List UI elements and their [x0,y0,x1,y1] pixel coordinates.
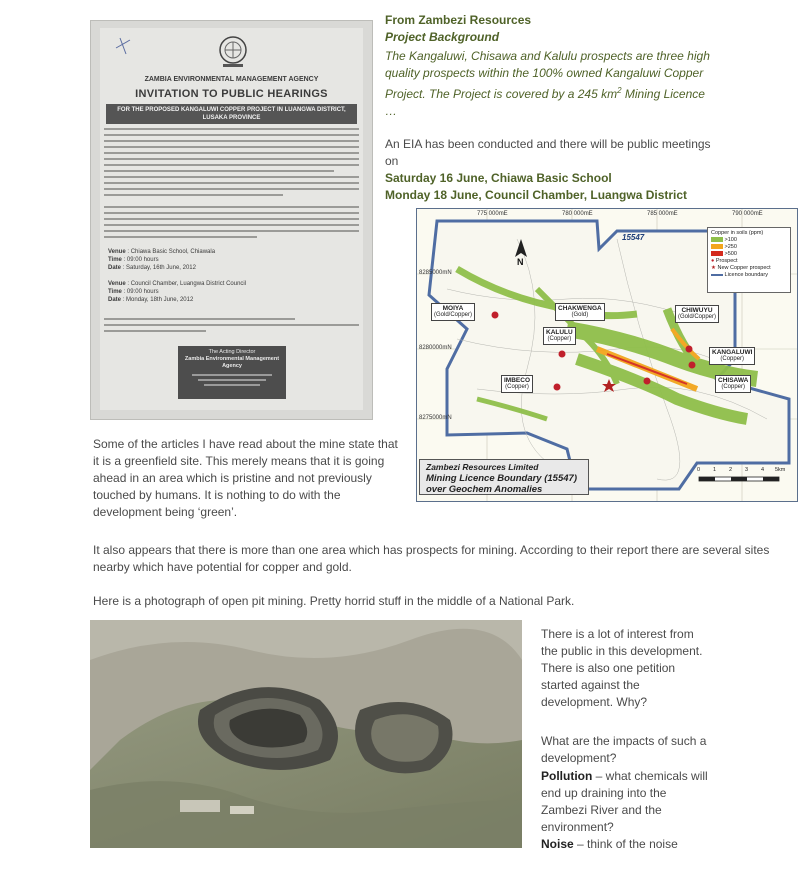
scale-tick-5: 5km [775,467,786,473]
clipping-venue-block-1 [108,248,215,272]
scale-tick-4: 4 [761,467,765,473]
clipping-headline: INVITATION TO PUBLIC HEARINGS [135,88,328,100]
scale-tick-3: 3 [745,467,749,473]
coord-left-1: 8285000mN [419,270,452,276]
clipping-signoff-box [178,346,286,399]
paragraph-greenfield: Some of the articles I have read about the mine state that it is a greenfield site. This merely means that it is going ahead in an area which is pristine and not previously touched by humans. It is nothing to do with the development being ‘green’. [93,437,398,519]
coord-left-3: 8275000mN [419,415,452,421]
background-text [385,48,715,120]
side-noise-text [541,836,741,853]
time-1: : 09:00 hours [123,257,159,263]
paragraph-photo-intro: Here is a photograph of open pit mining. Pretty horrid stuff in the middle of a National Park. [93,594,575,608]
background-text-main: The Kangaluwi, Chisawa and Kalulu prospects are three high quality prospects within the 100% owned Kangaluwi Copper Project. The Project is covered by a 245 km [385,49,710,101]
scale-tick-1: 1 [713,467,717,473]
pen-mark-icon [112,34,134,56]
side-impacts-question: What are the impacts of such a development? [541,734,707,765]
time-label: Time [108,257,122,263]
pollution-description: – what chemicals will end up draining into the Zambezi River and the environment? [541,769,708,834]
background-title: Project Background [385,30,500,44]
venue-1: : Chiawa Basic School, Chiawala [127,249,216,255]
date-label: Date [108,265,122,271]
coat-of-arms-logo [216,34,250,70]
date-2: : Monday, 18th June, 2012 [122,297,194,303]
clipping-agency: ZAMBIA ENVIRONMENTAL MANAGEMENT AGENCY [144,76,319,83]
legend-dot-icon: ● [711,258,715,264]
date-label: Date [108,297,122,303]
legend-swatch-green [711,237,723,242]
licence-map [416,208,798,502]
noise-label: Noise [541,837,574,851]
map-legend [707,227,791,293]
legend-item-2: >250 [724,244,737,250]
map-title-line-1: Zambezi Resources Limited [426,462,539,472]
map-title-line-2: Mining Licence Boundary (15547) [426,473,577,484]
clipping-paragraph-2 [104,206,359,242]
north-label: N [517,257,524,267]
venue-2: : Council Chamber, Luangwa District Council [127,281,247,287]
background-text-end: Mining Licence … [385,87,705,118]
legend-item-3: >500 [724,251,737,257]
legend-line-icon [711,274,723,276]
side-interest-text: There is a lot of interest from the public in this development. There is also one petition started against the development. Why? [541,627,703,709]
pollution-label: Pollution [541,769,593,783]
side-pollution-text [541,768,711,836]
map-title-box [419,459,589,495]
photo-graphic [90,620,522,848]
paragraph-prospects: It also appears that there is more than one area which has prospects for mining. According to their report there are several sites nearby which have potential for copper and gold. [93,543,770,574]
newspaper-clipping [90,20,373,420]
clipping-paragraph-3 [104,318,359,336]
label-moiya: MOIYA (Gold/Copper) [431,303,475,321]
scale-tick-2: 2 [729,467,733,473]
label-chisawa: CHISAWA (Copper) [715,375,751,393]
signoff-agency: Zambia Environmental Management Agency [184,356,280,369]
clipping-paper [100,28,363,410]
meeting-1: Saturday 16 June, Chiawa Basic School [385,171,612,185]
label-kangaluwi: KANGALUWI (Copper) [709,347,755,365]
venue-label: Venue [108,281,126,287]
superscript: 2 [617,86,622,95]
coord-top-3: 785 000mE [647,211,678,217]
scale-tick-0: 0 [697,467,701,473]
legend-star-icon: ★ [711,265,716,271]
meeting-2: Monday 18 June, Council Chamber, Luangwa District [385,188,688,202]
eia-text: An EIA has been conducted and there will be public meetings on [385,137,711,168]
coord-left-2: 8280000mN [419,345,452,351]
map-title-line-3: over Geochem Anomalies [426,484,543,495]
signoff-title: The Acting Director [208,349,256,355]
scale-bar [699,477,779,481]
legend-title: Copper in soils (ppm) [711,230,764,236]
time-2: : 09:00 hours [123,289,159,295]
label-kalulu: KALULU (Copper) [543,327,576,345]
clipping-venue-block-2 [108,280,246,304]
clipping-subhead: FOR THE PROPOSED KANGALUWI COPPER PROJECT IN LUANGWA DISTRICT, LUSAKA PROVINCE [106,104,357,124]
legend-prospect: Prospect [715,258,738,264]
open-pit-mine-photo [90,620,522,848]
date-1: : Saturday, 16th June, 2012 [122,265,196,271]
clipping-paragraph-1 [104,128,359,200]
coord-top-4: 790 000mE [732,211,763,217]
legend-swatch-orange [711,244,723,249]
legend-boundary: Licence boundary [724,272,768,278]
time-label: Time [108,289,122,295]
legend-item-1: >100 [724,237,737,243]
source-title: From Zambezi Resources [385,13,532,27]
label-chiwuyu: CHIWUYU (Gold/Copper) [675,305,719,323]
noise-description: – think of the noise [573,837,678,851]
venue-label: Venue [108,249,126,255]
coord-top-2: 780 000mE [562,211,593,217]
legend-new-prospect: New Copper prospect [717,265,771,271]
label-imbeco: IMBECO (Copper) [501,375,533,393]
coord-top-1: 775 000mE [477,211,508,217]
label-chakwenga: CHAKWENGA (Gold) [555,303,605,321]
licence-id: 15547 [622,233,645,242]
legend-swatch-red [711,251,723,256]
